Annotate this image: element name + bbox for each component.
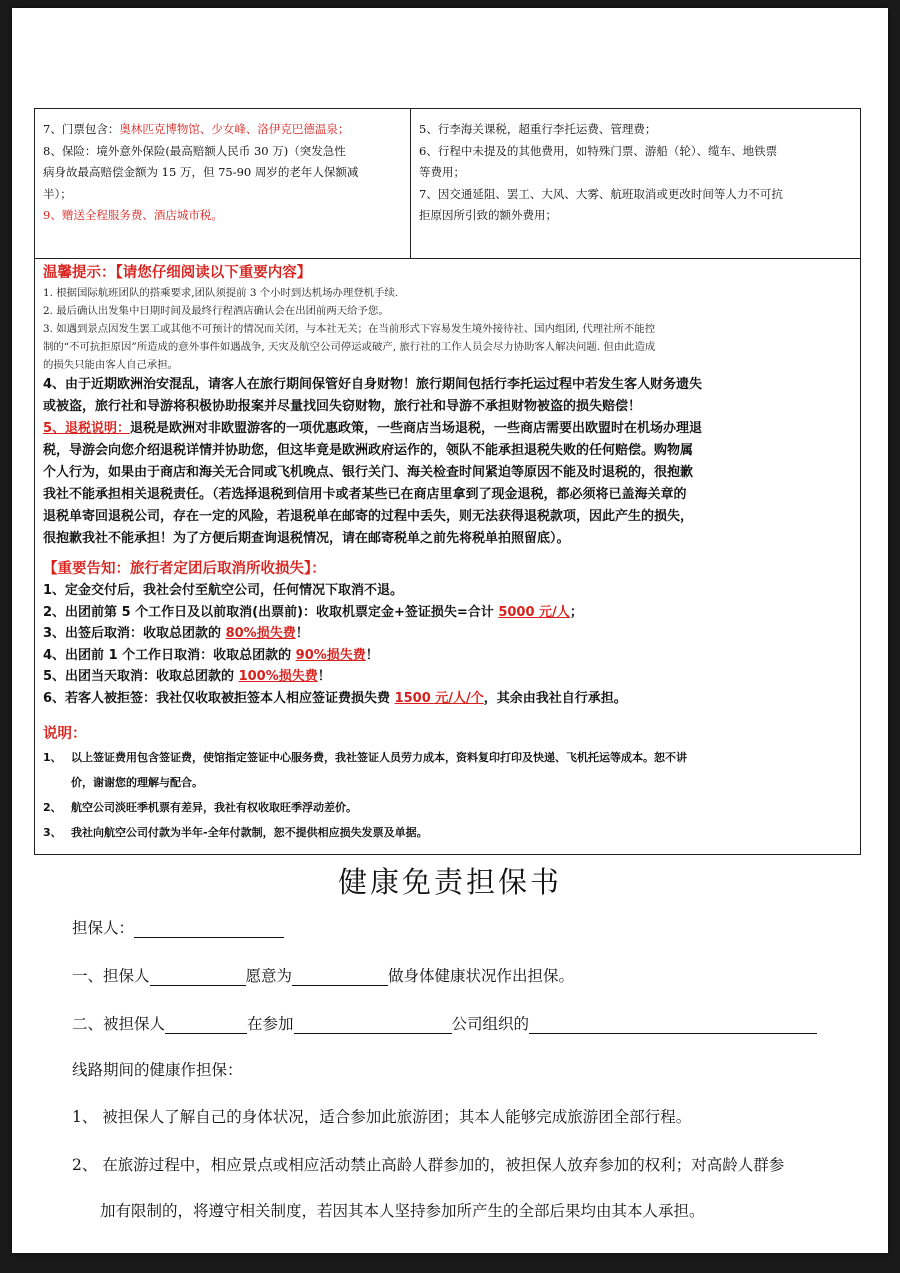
tip-5-line5: 退税单寄回退税公司，存在一定的风险，若退税单在邮寄的过程中丢失，则无法获得退税款项，因此产生的损失，: [43, 509, 694, 524]
guaranteed-name-blank[interactable]: [165, 1016, 247, 1034]
tip-2: 2. 最后确认出发集中日期时间及最终行程酒店确认会在出团前两天给予您。: [43, 305, 389, 317]
cancel-rule-4: [43, 645, 852, 667]
inclusions-column: [35, 109, 411, 258]
guarantee-line-2: [72, 1012, 817, 1034]
explanation-item-1: [43, 745, 852, 770]
cancel-rule-5-amount: 100%损失费: [238, 669, 318, 684]
guarantee-line-1: [72, 964, 574, 986]
tip-5-line2: 税，导游会向您介绍退税详情并协助您，但这毕竟是欧洲政府运作的，领队不能承担退税失败的任何赔偿。购物属: [43, 443, 694, 458]
guarantor-line: [72, 916, 284, 938]
explanation-title: 说明：: [43, 726, 87, 742]
tip-1: 1. 根据国际航班团队的搭乘要求,团队须提前 3 个小时到达机场办理登机手续.: [43, 287, 399, 299]
cancel-rule-3: [43, 623, 852, 645]
cancel-rule-2-amount: 5000 元/人: [498, 604, 570, 620]
cancel-rule-6-amount: 1500 元/人/个: [394, 690, 484, 706]
tickets-list: 奥林匹克博物馆、少女峰、洛伊克巴德温泉；: [119, 122, 350, 136]
tip-5-line3: 个人行为，如果由于商店和海关无合同或飞机晚点、银行关门、海关检查时间紧迫等原因不能及时退税的，很抱歉: [43, 465, 694, 480]
tickets-label: 7、门票包含：: [43, 122, 120, 136]
explanation-text: 以上签证费用包含签证费，使馆指定签证中心服务费，我社签证人员劳力成本，资料复印打印及快递、飞机托运等成本。恕不讲: [71, 751, 687, 764]
guarantor-blank[interactable]: [134, 920, 284, 938]
tip-4-line1: 4、由于近期欧洲治安混乱，请客人在旅行期间保管好自身财物！旅行期间包括行李托运过程中若发生客人财务遗失: [43, 377, 703, 392]
explanation-item-2: [43, 795, 852, 820]
tax-refund-text: 退税是欧洲对非欧盟游客的一项优惠政策，一些商店当场退税，一些商店需要出欧盟时在机场办理退: [130, 421, 703, 436]
guarantee-clause-2-line2: 加有限制的，将遵守相关制度，若因其本人坚持参加所产生的全部后果均由其本人承担。: [100, 1202, 705, 1220]
explanation-text: 我社向航空公司付款为半年-全年付款制，恕不提供相应损失发票及单据。: [71, 826, 428, 839]
guarantee-line-3: 线路期间的健康作担保：: [72, 1061, 243, 1079]
exclusion-other-2: 等费用；: [419, 165, 465, 179]
inclusion-service-fee: 9、赠送全程服务费、酒店城市税。: [43, 208, 223, 222]
explanation-num: 2、: [43, 801, 62, 814]
exclusions-column: [411, 109, 860, 258]
guarantee-line-2-a: 二、被担保人: [72, 1015, 166, 1033]
indent: [43, 770, 71, 795]
cancel-rule-2-end: ；: [569, 604, 583, 620]
guarantee-line-2-b: 在参加: [247, 1015, 294, 1033]
guarantee-clause-2-line1: 2、 在旅游过程中，相应景点或相应活动禁止高龄人群参加的，被担保人放弃参加的权利；对高龄人群参: [72, 1156, 785, 1174]
cancel-rule-4-amount: 90%损失费: [295, 647, 366, 663]
inclusion-tickets: [43, 119, 402, 141]
cancel-rule-3-amount: 80%损失费: [225, 626, 296, 641]
exclusion-luggage: 5、行李海关课税，超重行李托运费、管理费；: [419, 122, 657, 136]
cancel-rule-6: [43, 688, 852, 710]
cancel-rule-3-text: 3、出签后取消：收取总团款的: [43, 626, 226, 641]
cancel-rule-2: [43, 602, 852, 624]
tax-refund-label: 5、退税说明：: [43, 421, 131, 436]
notes-section: [35, 259, 860, 845]
guarantee-line-2-c: 公司组织的: [451, 1015, 530, 1033]
explanation-list: [43, 745, 852, 845]
route-blank[interactable]: [529, 1016, 817, 1034]
cancel-rule-6-end: ，其余由我社自行承担。: [483, 690, 627, 706]
guarantee-line-1-c: 做身体健康状况作出担保。: [388, 967, 575, 985]
cancel-rule-1: 1、定金交付后，我社会付至航空公司，任何情况下取消不退。: [43, 583, 404, 598]
exclusion-other-1: 6、行程中未提及的其他费用，如特殊门票、游船（轮）、缆车、地铁票: [419, 143, 778, 158]
guaranteed-person-blank[interactable]: [292, 968, 388, 986]
inclusions-exclusions-row: [35, 109, 860, 259]
exclusion-force-majeure-1: 7、因交通延阻、罢工、大风、大雾、航班取消或更改时间等人力不可抗: [419, 186, 783, 201]
company-blank[interactable]: [294, 1016, 452, 1034]
tip-3-line3: 的损失只能由客人自己承担。: [43, 359, 179, 371]
spacer: [43, 550, 852, 558]
tips-title: 温馨提示：【请您仔细阅读以下重要内容】: [43, 265, 312, 281]
inclusion-insurance-2: 病身故最高赔偿金额为 15 万，但 75-90 周岁的老年人保额减: [43, 165, 359, 179]
cancel-rule-5-end: ！: [317, 669, 331, 684]
spacer: [43, 709, 852, 723]
guarantor-name-blank[interactable]: [150, 968, 246, 986]
guarantee-line-1-b: 愿意为: [245, 967, 293, 985]
explanation-item-1-cont: [43, 770, 852, 795]
inclusion-insurance-3: 半）；: [43, 186, 72, 201]
guarantee-title: 健康免责担保书: [337, 865, 562, 899]
exclusion-force-majeure-2: 拒原因所引致的额外费用；: [419, 208, 557, 222]
guarantee-line-1-a: 一、担保人: [72, 967, 150, 985]
tip-5-line4: 我社不能承担相关退税责任。（若选择退税到信用卡或者某些已在商店里拿到了现金退税，都必须将已盖海关章的: [43, 487, 687, 502]
cancel-rule-5-text: 5、出团当天取消：收取总团款的: [43, 669, 239, 684]
explanation-item-3: [43, 820, 852, 845]
tip-3-line1: 3. 如遇到景点因发生罢工或其他不可预计的情况而关闭，与本社无关；在当前形式下容易发生境外接待社、国内组团, 代理社所不能控: [43, 323, 656, 335]
explanation-num: 1、: [43, 751, 62, 764]
cancel-rule-6-text: 6、若客人被拒签：我社仅收取被拒签本人相应签证费损失费: [43, 690, 395, 706]
explanation-num: 3、: [43, 826, 62, 839]
cancel-rule-5: [43, 666, 852, 688]
cancel-rule-4-end: ！: [365, 647, 379, 663]
tip-4-line2: 或被盗，旅行社和导游将积极协助报案并尽量找回失窃财物，旅行社和导游不承担财物被盗的损失赔偿！: [43, 399, 642, 414]
guarantor-label: 担保人：: [72, 919, 135, 937]
inclusion-insurance-1: 8、保险：境外意外保险(最高赔额人民币 30 万)（突发急性: [43, 143, 346, 158]
explanation-text: 价，谢谢您的理解与配合。: [71, 776, 203, 789]
terms-table: [34, 108, 861, 855]
explanation-text: 航空公司淡旺季机票有差异，我社有权收取旺季浮动差价。: [71, 801, 357, 814]
tip-5-line1: [43, 418, 852, 440]
guarantee-clause-1: 1、 被担保人了解自己的身体状况，适合参加此旅游团；其本人能够完成旅游团全部行程。: [72, 1108, 692, 1126]
tip-3-line2: 制的“不可抗拒原因”所造成的意外事件如遇战争, 天灾及航空公司停运或破产, 旅行社的工作人员会尽力协助客人解决问题. 但由此造成: [43, 341, 656, 353]
cancellation-title: 【重要告知：旅行者定团后取消所收损失】：: [43, 561, 326, 577]
tip-5-line6: 很抱歉我社不能承担！为了方便后期查询退税情况，请在邮寄税单之前先将税单拍照留底）。: [43, 531, 570, 546]
cancel-rule-4-text: 4、出团前 1 个工作日取消：收取总团款的: [43, 647, 296, 663]
cancel-rule-3-end: ！: [295, 626, 309, 641]
cancel-rule-2-text: 2、出团前第 5 个工作日及以前取消(出票前)：收取机票定金+签证损失=合计: [43, 604, 499, 620]
